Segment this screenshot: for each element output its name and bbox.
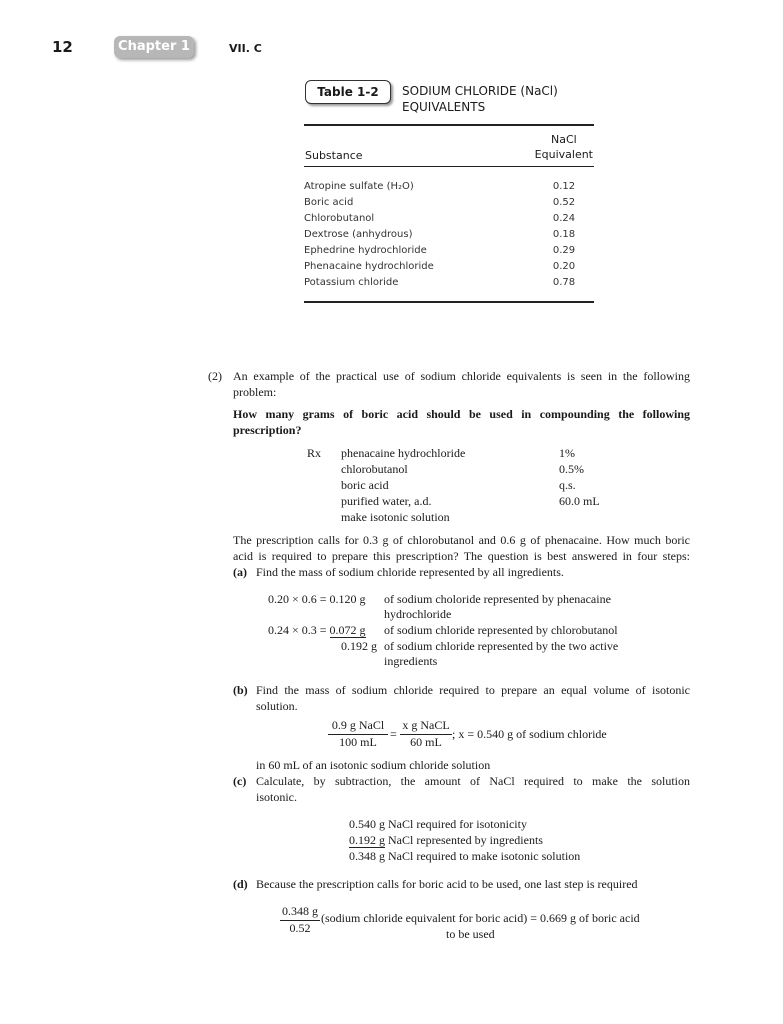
fraction (328, 718, 388, 750)
table-row (304, 195, 594, 211)
table-row (304, 227, 594, 243)
substance-cell: Boric acid (304, 197, 354, 208)
equation-desc: of sodium choloride represented by phenacaine (384, 592, 611, 606)
subtraction-value: 0.192 g (349, 833, 385, 847)
step-text (256, 774, 690, 805)
table-header (304, 126, 594, 166)
fraction-denominator: 60 mL (400, 734, 452, 751)
prescription-list (341, 446, 641, 526)
section-reference: VII. C (229, 42, 262, 55)
text-line: problem: (233, 384, 277, 399)
ingredient-name: boric acid (341, 478, 389, 492)
step-label: (b) (233, 683, 248, 697)
text-line: Calculate, by subtraction, the amount of NaCl required to make the solution (256, 774, 690, 788)
fraction-numerator: x g NaCL (402, 718, 450, 732)
text-line: The prescription calls for 0.3 g of chlorobutanol and 0.6 g of phenacaine. How much boric (233, 533, 690, 547)
prescription-item (341, 494, 641, 510)
prescription-item (341, 446, 641, 462)
substance-cell: Chlorobutanol (304, 213, 375, 224)
step-label: (c) (233, 774, 247, 788)
equation-total: 0.192 g (341, 639, 377, 653)
ingredient-name: chlorobutanol (341, 462, 408, 476)
table-row (304, 275, 594, 291)
equation-desc: of sodium chloride represented by chlorobutanol (384, 623, 618, 637)
fraction-denominator: 0.52 (280, 920, 320, 937)
ingredient-name: purified water, a.d. (341, 494, 432, 508)
equation-lhs: 0.20 × 0.6 = 0.120 g (268, 592, 366, 606)
equation-desc: of sodium chloride represented by the two active (384, 639, 619, 653)
fraction (280, 904, 320, 936)
step-text: Find the mass of sodium chloride represented by all ingredients. (256, 565, 564, 579)
table-bottom-rule (304, 301, 594, 303)
substance-cell: Atropine sulfate (H₂O) (304, 181, 414, 192)
table-title-line: EQUIVALENTS (402, 100, 486, 114)
subtraction-line: 0.540 g NaCl required for isotonicity (349, 817, 527, 831)
chapter-tab: Chapter 1 (114, 36, 194, 58)
column-header-line: NaCl (550, 133, 577, 146)
prescription-item (341, 462, 641, 478)
subtraction-result: 0.348 g NaCl required to make isotonic solution (349, 849, 581, 863)
substance-cell: Phenacaine hydrochloride (304, 261, 434, 272)
question (233, 407, 690, 438)
nacl-equivalent-cell: 0.18 (552, 229, 576, 240)
equation-value: 0.072 g (329, 623, 366, 637)
ingredient-name: phenacaine hydrochloride (341, 446, 466, 460)
table-row (304, 259, 594, 275)
nacl-equivalent-cell: 0.78 (552, 277, 576, 288)
table-title-line: SODIUM CHLORIDE (NaCl) (402, 84, 558, 98)
column-header-nacl-equivalent (535, 132, 593, 162)
nacl-equivalent-cell: 0.29 (552, 245, 576, 256)
fraction (400, 718, 452, 750)
fraction-denominator: 100 mL (328, 734, 388, 751)
text-line: An example of the practical use of sodium chloride equivalents is seen in the following (233, 369, 690, 383)
text-line: in 60 mL of an isotonic sodium chloride solution (256, 758, 491, 772)
text-line: acid is required to prepare this prescription? The question is best answered in four steps: (233, 548, 690, 563)
step-text (256, 683, 690, 714)
equation-lhs (268, 623, 366, 639)
table-row (304, 243, 594, 259)
substance-cell: Ephedrine hydrochloride (304, 245, 427, 256)
ingredient-quantity: 1% (559, 446, 575, 460)
table-row (304, 211, 594, 227)
step-text: Because the prescription calls for boric acid to be used, one last step is required (256, 877, 638, 891)
equation-result-cont: to be used (446, 927, 495, 941)
equation-desc: ingredients (384, 654, 438, 668)
fraction-numerator: 0.348 g (282, 904, 318, 918)
step-label: (a) (233, 565, 247, 579)
text-line: prescription? (233, 422, 302, 437)
text-line: solution. (256, 698, 298, 713)
step-label: (d) (233, 877, 248, 891)
page-number: 12 (52, 38, 73, 56)
ingredient-quantity: 0.5% (559, 462, 584, 476)
nacl-equivalent-cell: 0.12 (552, 181, 576, 192)
steps-intro (233, 533, 690, 564)
substance-cell: Potassium chloride (304, 277, 399, 288)
column-header-line: Equivalent (534, 148, 593, 161)
equation-result: ; x = 0.540 g of sodium chloride (452, 727, 607, 741)
table-title (402, 83, 602, 115)
prescription-item (341, 510, 641, 526)
nacl-equivalents-table (304, 124, 594, 303)
substance-cell: Dextrose (anhydrous) (304, 229, 413, 240)
equation-expression: 0.24 × 0.3 = (268, 623, 330, 637)
text-line: How many grams of boric acid should be used in compounding the following (233, 407, 690, 421)
nacl-equivalent-cell: 0.24 (552, 213, 576, 224)
subtraction-line (349, 833, 543, 849)
equation-desc: hydrochloride (384, 607, 452, 621)
table-body (304, 167, 594, 301)
table-label: Table 1-2 (305, 80, 391, 104)
intro-paragraph (233, 369, 690, 400)
rx-symbol: Rx (307, 446, 322, 460)
table-row (304, 179, 594, 195)
nacl-equivalent-cell: 0.52 (552, 197, 576, 208)
ingredient-name: make isotonic solution (341, 510, 450, 524)
ingredient-quantity: 60.0 mL (559, 494, 600, 508)
equation-result: (sodium chloride equivalent for boric acid) = 0.669 g of boric acid (321, 911, 640, 925)
fraction-numerator: 0.9 g NaCl (331, 718, 385, 732)
column-header-substance: Substance (305, 149, 363, 162)
item-number: (2) (208, 369, 222, 383)
ingredient-quantity: q.s. (559, 478, 576, 492)
nacl-equivalent-cell: 0.20 (552, 261, 576, 272)
prescription-item (341, 478, 641, 494)
equals-sign: = (390, 727, 397, 741)
subtraction-desc: NaCl represented by ingredients (385, 833, 543, 847)
text-line: Find the mass of sodium chloride required to prepare an equal volume of isotonic (256, 683, 690, 697)
text-line: isotonic. (256, 789, 297, 804)
